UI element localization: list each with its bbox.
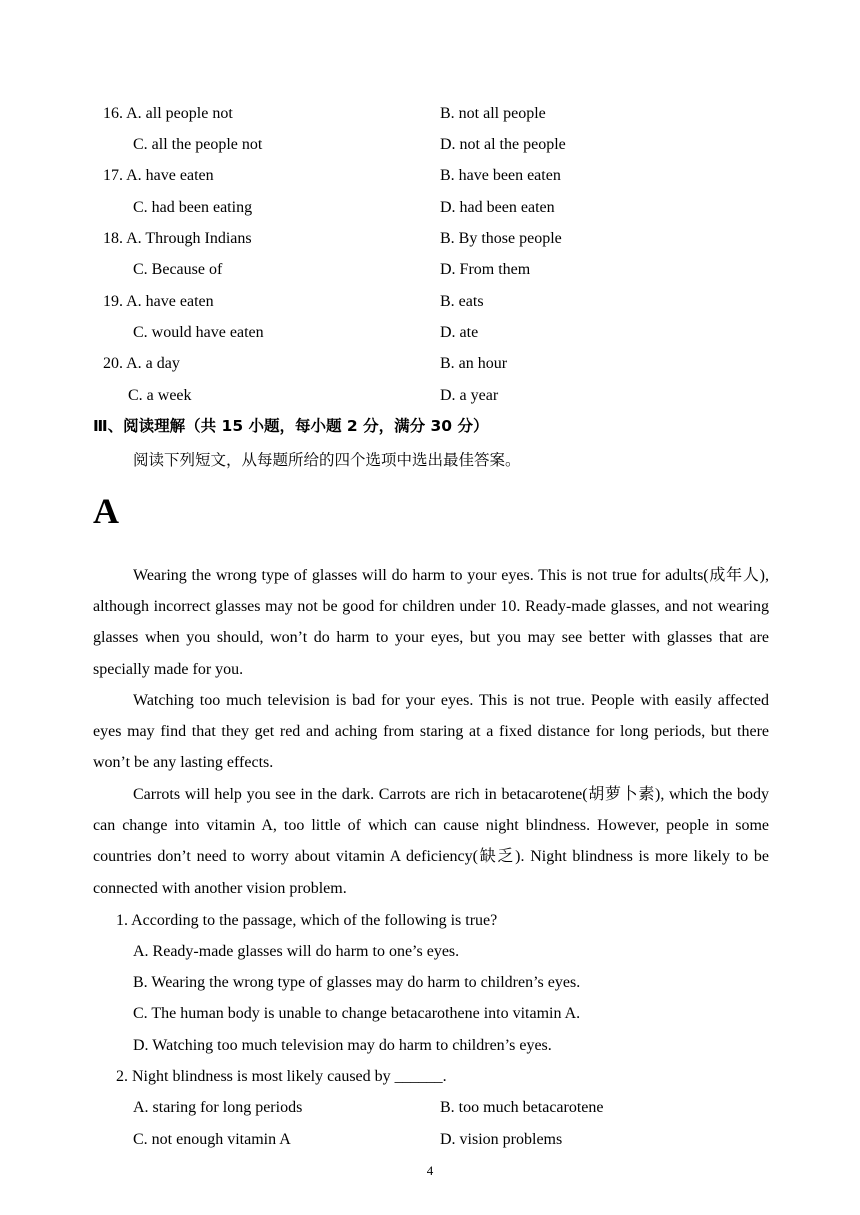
q2-option-b: B. too much betacarotene: [440, 1099, 604, 1116]
q1-option-d: D. Watching too much television may do harm to children’s eyes.: [133, 1037, 552, 1054]
section-instruction: 阅读下列短文，从每题所给的四个选项中选出最佳答案。: [133, 451, 521, 469]
section-heading: Ⅲ、阅读理解（共 15 小题，每小题 2 分，满分 30 分）: [93, 417, 489, 435]
q19-option-b: B. eats: [440, 293, 484, 310]
passage-paragraph-3: Carrots will help you see in the dark. Carrots are rich in betacarotene(胡萝卜素), which the body can change into vitamin A, too little of which can cause night blindness. However, people in some countries don’t need to worry about vitamin A deficiency(缺乏). Night blindness is more likely to be connected with another vision problem.: [93, 786, 769, 897]
q19-option-d: D. ate: [440, 324, 479, 341]
page-number: 4: [426, 1163, 434, 1178]
q20-option-a: 20. A. a day: [103, 355, 180, 372]
q1-option-b: B. Wearing the wrong type of glasses may do harm to children’s eyes.: [133, 974, 581, 991]
q16-option-a: 16. A. all people not: [103, 105, 233, 122]
q19-option-a: 19. A. have eaten: [103, 293, 214, 310]
passage-letter: A: [93, 491, 119, 531]
q17-option-a: 17. A. have eaten: [103, 167, 214, 184]
q2-option-a: A. staring for long periods: [133, 1099, 303, 1116]
q20-option-d: D. a year: [440, 387, 499, 404]
q18-option-a: 18. A. Through Indians: [103, 230, 252, 247]
q1-option-a: A. Ready-made glasses will do harm to one’s eyes.: [133, 943, 460, 960]
q1-option-c: C. The human body is unable to change betacarothene into vitamin A.: [133, 1005, 581, 1022]
q18-option-d: D. From them: [440, 261, 531, 278]
q2-stem: 2. Night blindness is most likely caused by ______.: [116, 1068, 447, 1085]
q16-option-d: D. not al the people: [440, 136, 566, 153]
q18-option-b: B. By those people: [440, 230, 562, 247]
q17-option-c: C. had been eating: [133, 199, 253, 216]
q18-option-c: C. Because of: [133, 261, 223, 278]
q17-option-d: D. had been eaten: [440, 199, 555, 216]
q17-option-b: B. have been eaten: [440, 167, 561, 184]
q20-option-c: C. a week: [128, 387, 192, 404]
q2-option-d: D. vision problems: [440, 1131, 563, 1148]
q2-option-c: C. not enough vitamin A: [133, 1131, 291, 1148]
passage-paragraph-2: Watching too much television is bad for your eyes. This is not true. People with easily affected eyes may find that they get red and aching from staring at a fixed distance for long periods, but there won’t be any lasting effects.: [93, 692, 769, 772]
q16-option-c: C. all the people not: [133, 136, 263, 153]
q16-option-b: B. not all people: [440, 105, 546, 122]
q19-option-c: C. would have eaten: [133, 324, 264, 341]
q1-stem: 1. According to the passage, which of the following is true?: [116, 912, 498, 929]
passage-paragraph-1: Wearing the wrong type of glasses will do harm to your eyes. This is not true for adults(成年人), although incorrect glasses may not be good for children under 10. Ready-made glasses, and not wearing glasses when you should, won’t do harm to your eyes, but you may see better with glasses that are specially made for you.: [93, 567, 769, 678]
q20-option-b: B. an hour: [440, 355, 508, 372]
